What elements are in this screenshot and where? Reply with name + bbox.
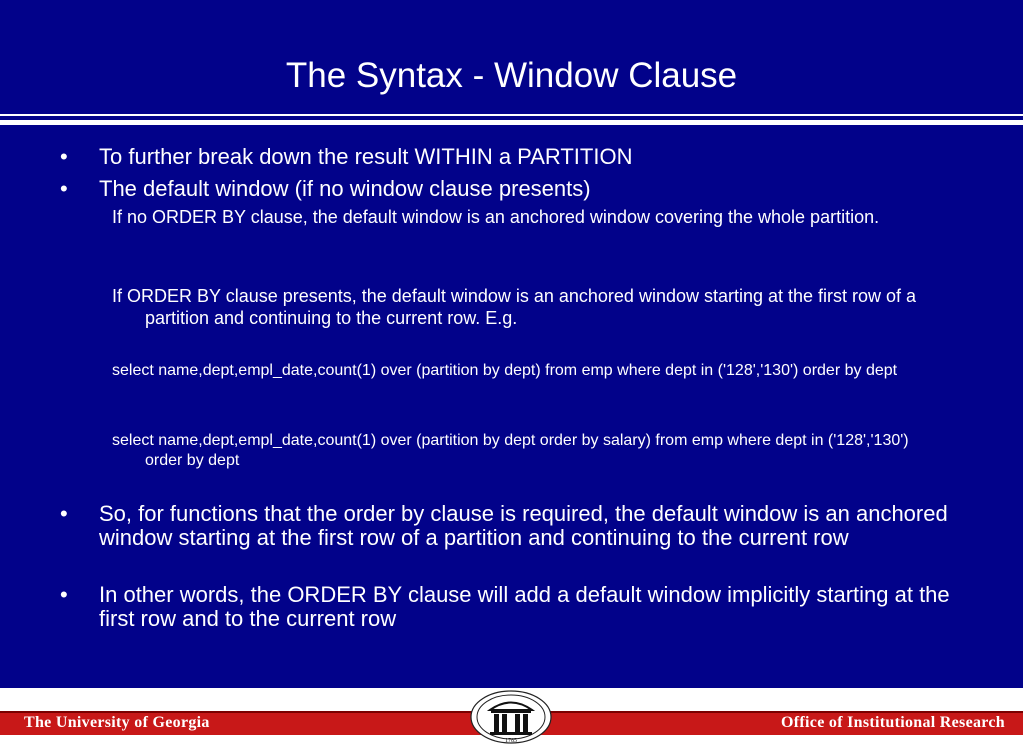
sub-item	[112, 206, 962, 228]
footer-office-name: Office of Institutional Research	[781, 714, 1005, 731]
code-example-text: select name,dept,empl_date,count(1) over (partition by dept order by salary) from emp where dept in ('128','130') order by dept	[112, 432, 909, 469]
bullet-text: So, for functions that the order by clause is required, the default window is an anchored window starting at the first row of a partition and continuing to the current row	[99, 501, 948, 550]
bullet-marker: •	[60, 582, 68, 607]
code-example	[112, 431, 942, 471]
sub-item-text: If no ORDER BY clause, the default window is an anchored window covering the whole partition.	[112, 207, 880, 227]
title-divider-thin	[0, 114, 1023, 116]
code-example-text: select name,dept,empl_date,count(1) over (partition by dept) from emp where dept in ('128','130') order by dept	[112, 362, 898, 379]
sub-item-text: If ORDER BY clause presents, the default window is an anchored window starting at the first row of a partition and continuing to the current row. E.g.	[112, 286, 917, 328]
bullet-marker: •	[60, 144, 68, 169]
slide-title: The Syntax - Window Clause	[285, 56, 738, 95]
footer-university-name: The University of Georgia	[24, 714, 210, 731]
sub-item	[112, 285, 962, 329]
title-divider-thick	[0, 120, 1023, 125]
bullet-text: The default window (if no window clause presents)	[99, 176, 591, 201]
bullet-marker: •	[60, 501, 68, 526]
university-seal-icon	[468, 690, 554, 744]
bullet-marker: •	[60, 176, 68, 201]
seal-year: 1785	[505, 738, 517, 744]
bullet-text: To further break down the result WITHIN a PARTITION	[99, 144, 633, 169]
code-example	[112, 361, 942, 381]
bullet-text: In other words, the ORDER BY clause will add a default window implicitly starting at the first row and to the current row	[99, 582, 950, 631]
